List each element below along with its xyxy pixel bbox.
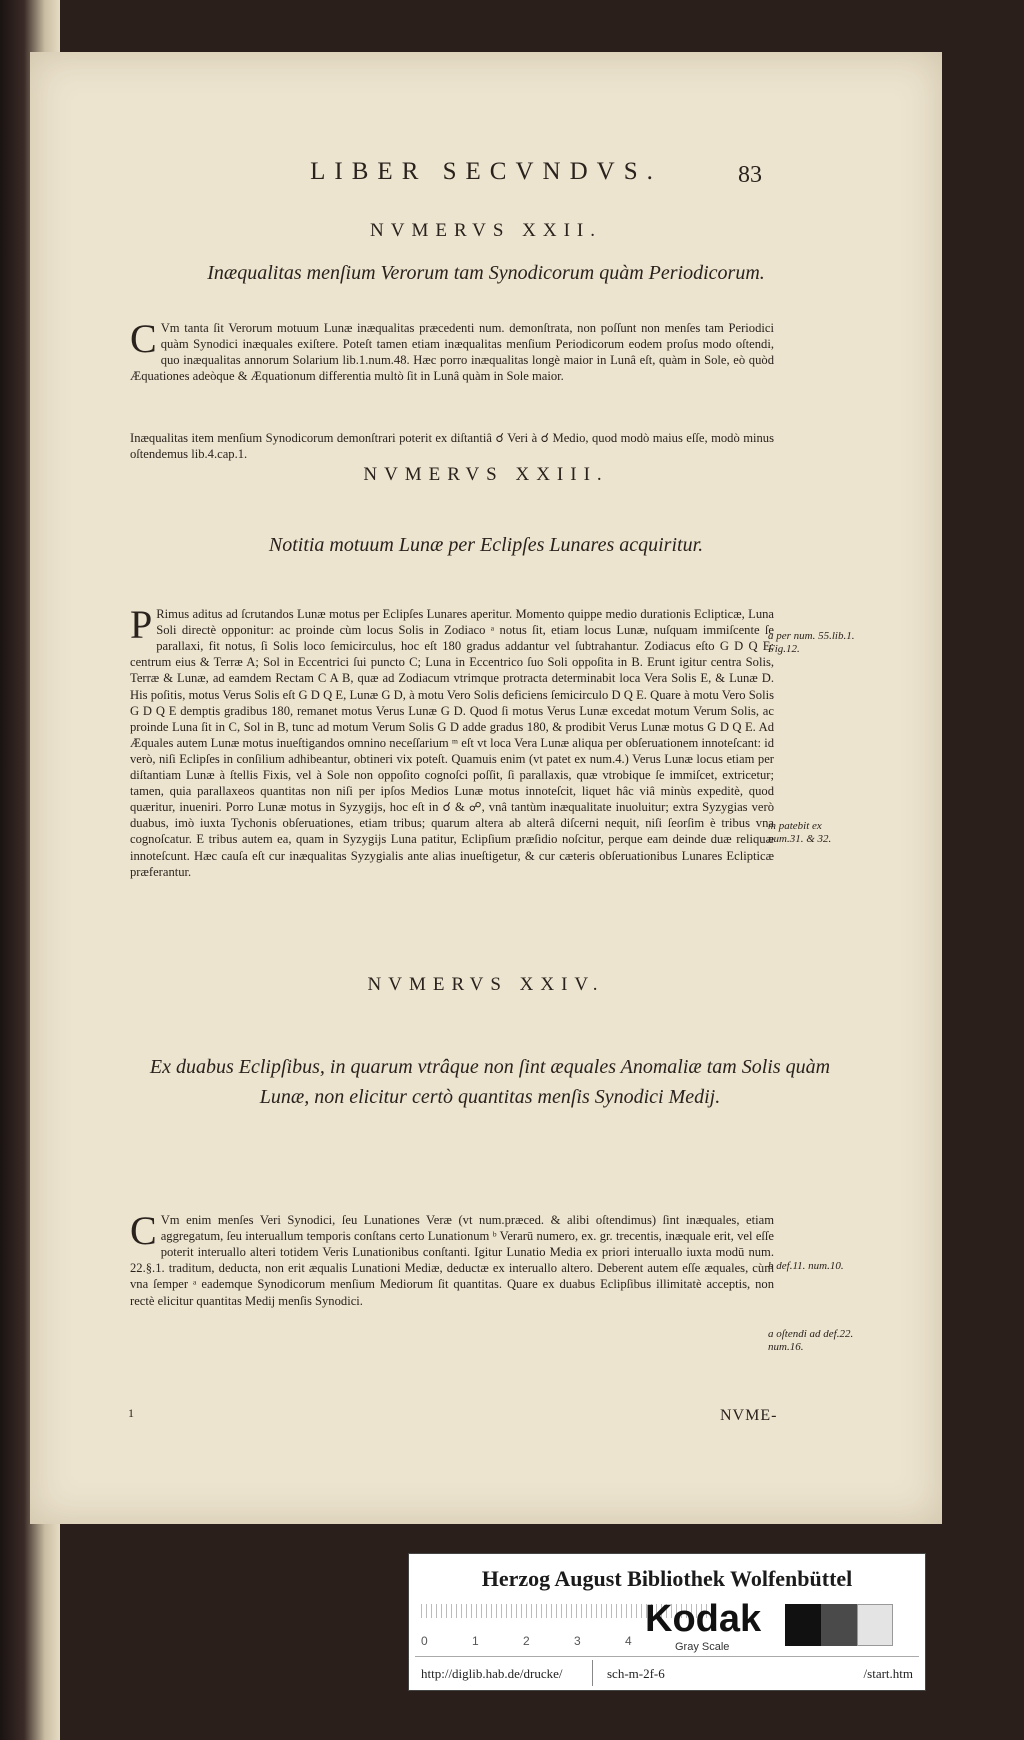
paragraph-text: Inæqualitas item menſium Synodicorum demonſtrari poterit ex diſtantiâ ☌ Veri à ☌ Medio, quod modò maius eſſe, modò minus oſtendemus lib.4.cap.1. — [130, 431, 774, 462]
drop-capital: P — [130, 602, 153, 648]
color-target — [408, 1553, 926, 1691]
paragraph-text: Vm enim menſes Veri Synodici, ſeu Lunationes Veræ (vt num.præced. & alibi oſtendimus) ſint inæquales, etiam aggregatum, ſeu interuallum temporis conſtans certo Lunationum ᵇ Verarū numero, ex. gr. trecentis, inæquale erit, vel eſſe poterit interuallo alteri totidem Veris Lunationibus conſtanti. Igitur Lunatio Media ex priori interuallo iuxta modū num. 22.§.1. traditum, deducta, non erit æqualis Lunationi Mediæ, deductæ ex interuallo altero. Deberent autem eſſe æquales, cùm vna ſemper ᵃ eademque Synodicorum menſium Mediorum ſit quantitas. Quare ex duabus Eclipſibus illimitatè acceptis, non rectè elicitur quantitas Medij menſis Synodici. — [130, 1213, 774, 1308]
scale-numbers — [421, 1634, 676, 1648]
section-title-23: Notitia motuum Lunæ per Eclipſes Lunares acquiritur. — [268, 534, 704, 556]
drop-capital: C — [130, 316, 157, 362]
gray-swatch-black — [785, 1604, 821, 1646]
section-heading-23: NVMERVS XXIII. — [363, 464, 609, 485]
scale-number: 1 — [472, 1634, 479, 1648]
paragraph-22-1 — [130, 304, 774, 384]
divider — [592, 1660, 593, 1686]
paragraph-22-2 — [130, 414, 774, 462]
book-page — [30, 52, 942, 1524]
stray-mark: 1 — [128, 1406, 134, 1420]
library-name: Herzog August Bibliothek Wolfenbüttel — [481, 1566, 853, 1591]
scale-number: 3 — [574, 1634, 581, 1648]
grayscale-label: Gray Scale — [675, 1641, 730, 1653]
divider — [415, 1656, 919, 1657]
gray-swatch-light — [857, 1604, 893, 1646]
paragraph-23-1 — [130, 590, 774, 880]
scale-number: 4 — [625, 1634, 632, 1648]
section-title-24: Ex duabus Eclipſibus, in quarum vtrâque non ſint æquales Anomaliæ tam Solis quàm Lunæ, non elicitur certò quantitas menſis Synodici Medij. — [149, 1056, 831, 1108]
marginal-note: a oſtendi ad def.22. num.16. — [768, 1328, 854, 1353]
marginal-note: a per num. 55.lib.1. Fig.12. — [768, 630, 855, 655]
marginal-note: m patebit ex num.31. & 32. — [768, 820, 832, 845]
section-heading-24: NVMERVS XXIV. — [367, 974, 605, 995]
paragraph-text: Rimus aditus ad ſcrutandos Lunæ motus per Eclipſes Lunares aperitur. Momento quippe medio durationis Eclipticæ, Luna Soli directè opponitur: ac proinde cùm locus Solis in Zodiaco ᵃ notus ſit, etiam locus Lunæ, nuſquam immiſcente ſe parallaxi, fit notus, ſi Solis loco ſemicirculus, hoc eſt 180 gradus addantur vel ſubtrahantur. Zodiacus eſto G D Q E; centrum eius & Terræ A; Sol in Eccentrici ſui puncto C; Luna in Eccentrico ſuo Soli oppoſita in B. Erunt igitur centra Solis, Terræ & Lunæ, ad eamdem Rectam C A B, quæ ad Zodiacum vtrimque protracta determinabit loca Vera Solis E, & Lunæ D. His poſitis, motus Verus Solis eſt G D Q E, Lunæ G D, à motu Vero Solis deficiens ſemicirculo D Q E. Quare à motu Vero Solis G D Q E demptis gradibus 180, remanet motus Verus Lunæ G D. Quod ſi motus Verus Lunæ excedat motum Verum Solis, ac proinde Luna ſit in C, Sol in B, tunc ad motum Verum Solis G D adde gradus 180, & prodibit Verus Lunæ motus G D Q E. Ad Æquales autem Lunæ motus inueſtigandos omnino neceſſarium ᵐ eſt vt loca Vera Lunæ aliqua per obſeruationem innoteſcant: id verò, niſi Eclipſes in conſilium adhibeantur, obtineri vix poteſt. Quamuis enim (vt patet ex num.4.) Verus Lunæ locus etiam per diſtantiam Lunæ à ſtellis Fixis, vel à Sole non oppoſito cognoſci poſſit, ſi parallaxis, quæ vtrobique ſe immiſcet, extricetur; tamen, quia parallaxeos quantitas non niſi per ipſos Medios Lunæ motus innoteſcit, liquet hâc viâ minùs expeditè, quod quæritur, inueniri. Porro Lunæ motus in Syzygijs, hoc eſt in ☌ & ☍, vnâ tantùm inæqualitate inuoluitur; extra Syzygias verò duabus, imò iuxta Tychonis obſeruationes, etiam tribus; quarum altera ab alterâ diſcerni nequit, niſi ſeorſim è tribus vna cognoſcatur. E tribus autem ea, quam in Syzygijs Luna patitur, Eclipſium præſidio noſcitur, perque eam deinde duæ reliquæ innoteſcunt. Hæc cauſa eſt cur inæqualitas Syzygialis ante alias inueſtigetur, & cur cæteris obſeruationibus Lunares Eclipticæ præferantur. — [130, 607, 774, 879]
section-title-22: Inæqualitas menſium Verorum tam Synodicorum quàm Periodicorum. — [207, 262, 765, 284]
marginal-note: b def.11. num.10. — [768, 1260, 844, 1272]
paragraph-24-1 — [130, 1196, 774, 1309]
gray-swatch-dark — [821, 1604, 857, 1646]
scale-number: 0 — [421, 1634, 428, 1648]
url-base: http://diglib.hab.de/drucke/ — [421, 1666, 563, 1681]
start-link: /start.htm — [863, 1666, 913, 1681]
scale-number: 2 — [523, 1634, 530, 1648]
page-number: 83 — [738, 162, 762, 188]
kodak-logo: Kodak — [645, 1598, 762, 1640]
catchword: NVME- — [720, 1407, 778, 1424]
running-head: LIBER SECVNDVS. — [310, 158, 662, 185]
shelfmark: sch-m-2f-6 — [607, 1666, 665, 1681]
drop-capital: C — [130, 1208, 157, 1254]
paragraph-text: Vm tanta ſit Verorum motuum Lunæ inæqualitas præcedenti num. demonſtrata, non poſſunt non menſes tam Periodici quàm Synodici inæquales exiſtere. Poteſt tamen etiam inæqualitas menſium Periodicorum eodem proſus modo oſtendi, quo inæqualitas annorum Solarium lib.1.num.48. Hæc porro inæqualitas longè maior in Lunâ eſt, quàm in Sole, eò quòd Æquationes adeòque & Æquationum differentia multò ſit in Lunâ quàm in Sole maior. — [130, 321, 774, 384]
section-heading-22: NVMERVS XXII. — [370, 220, 602, 241]
